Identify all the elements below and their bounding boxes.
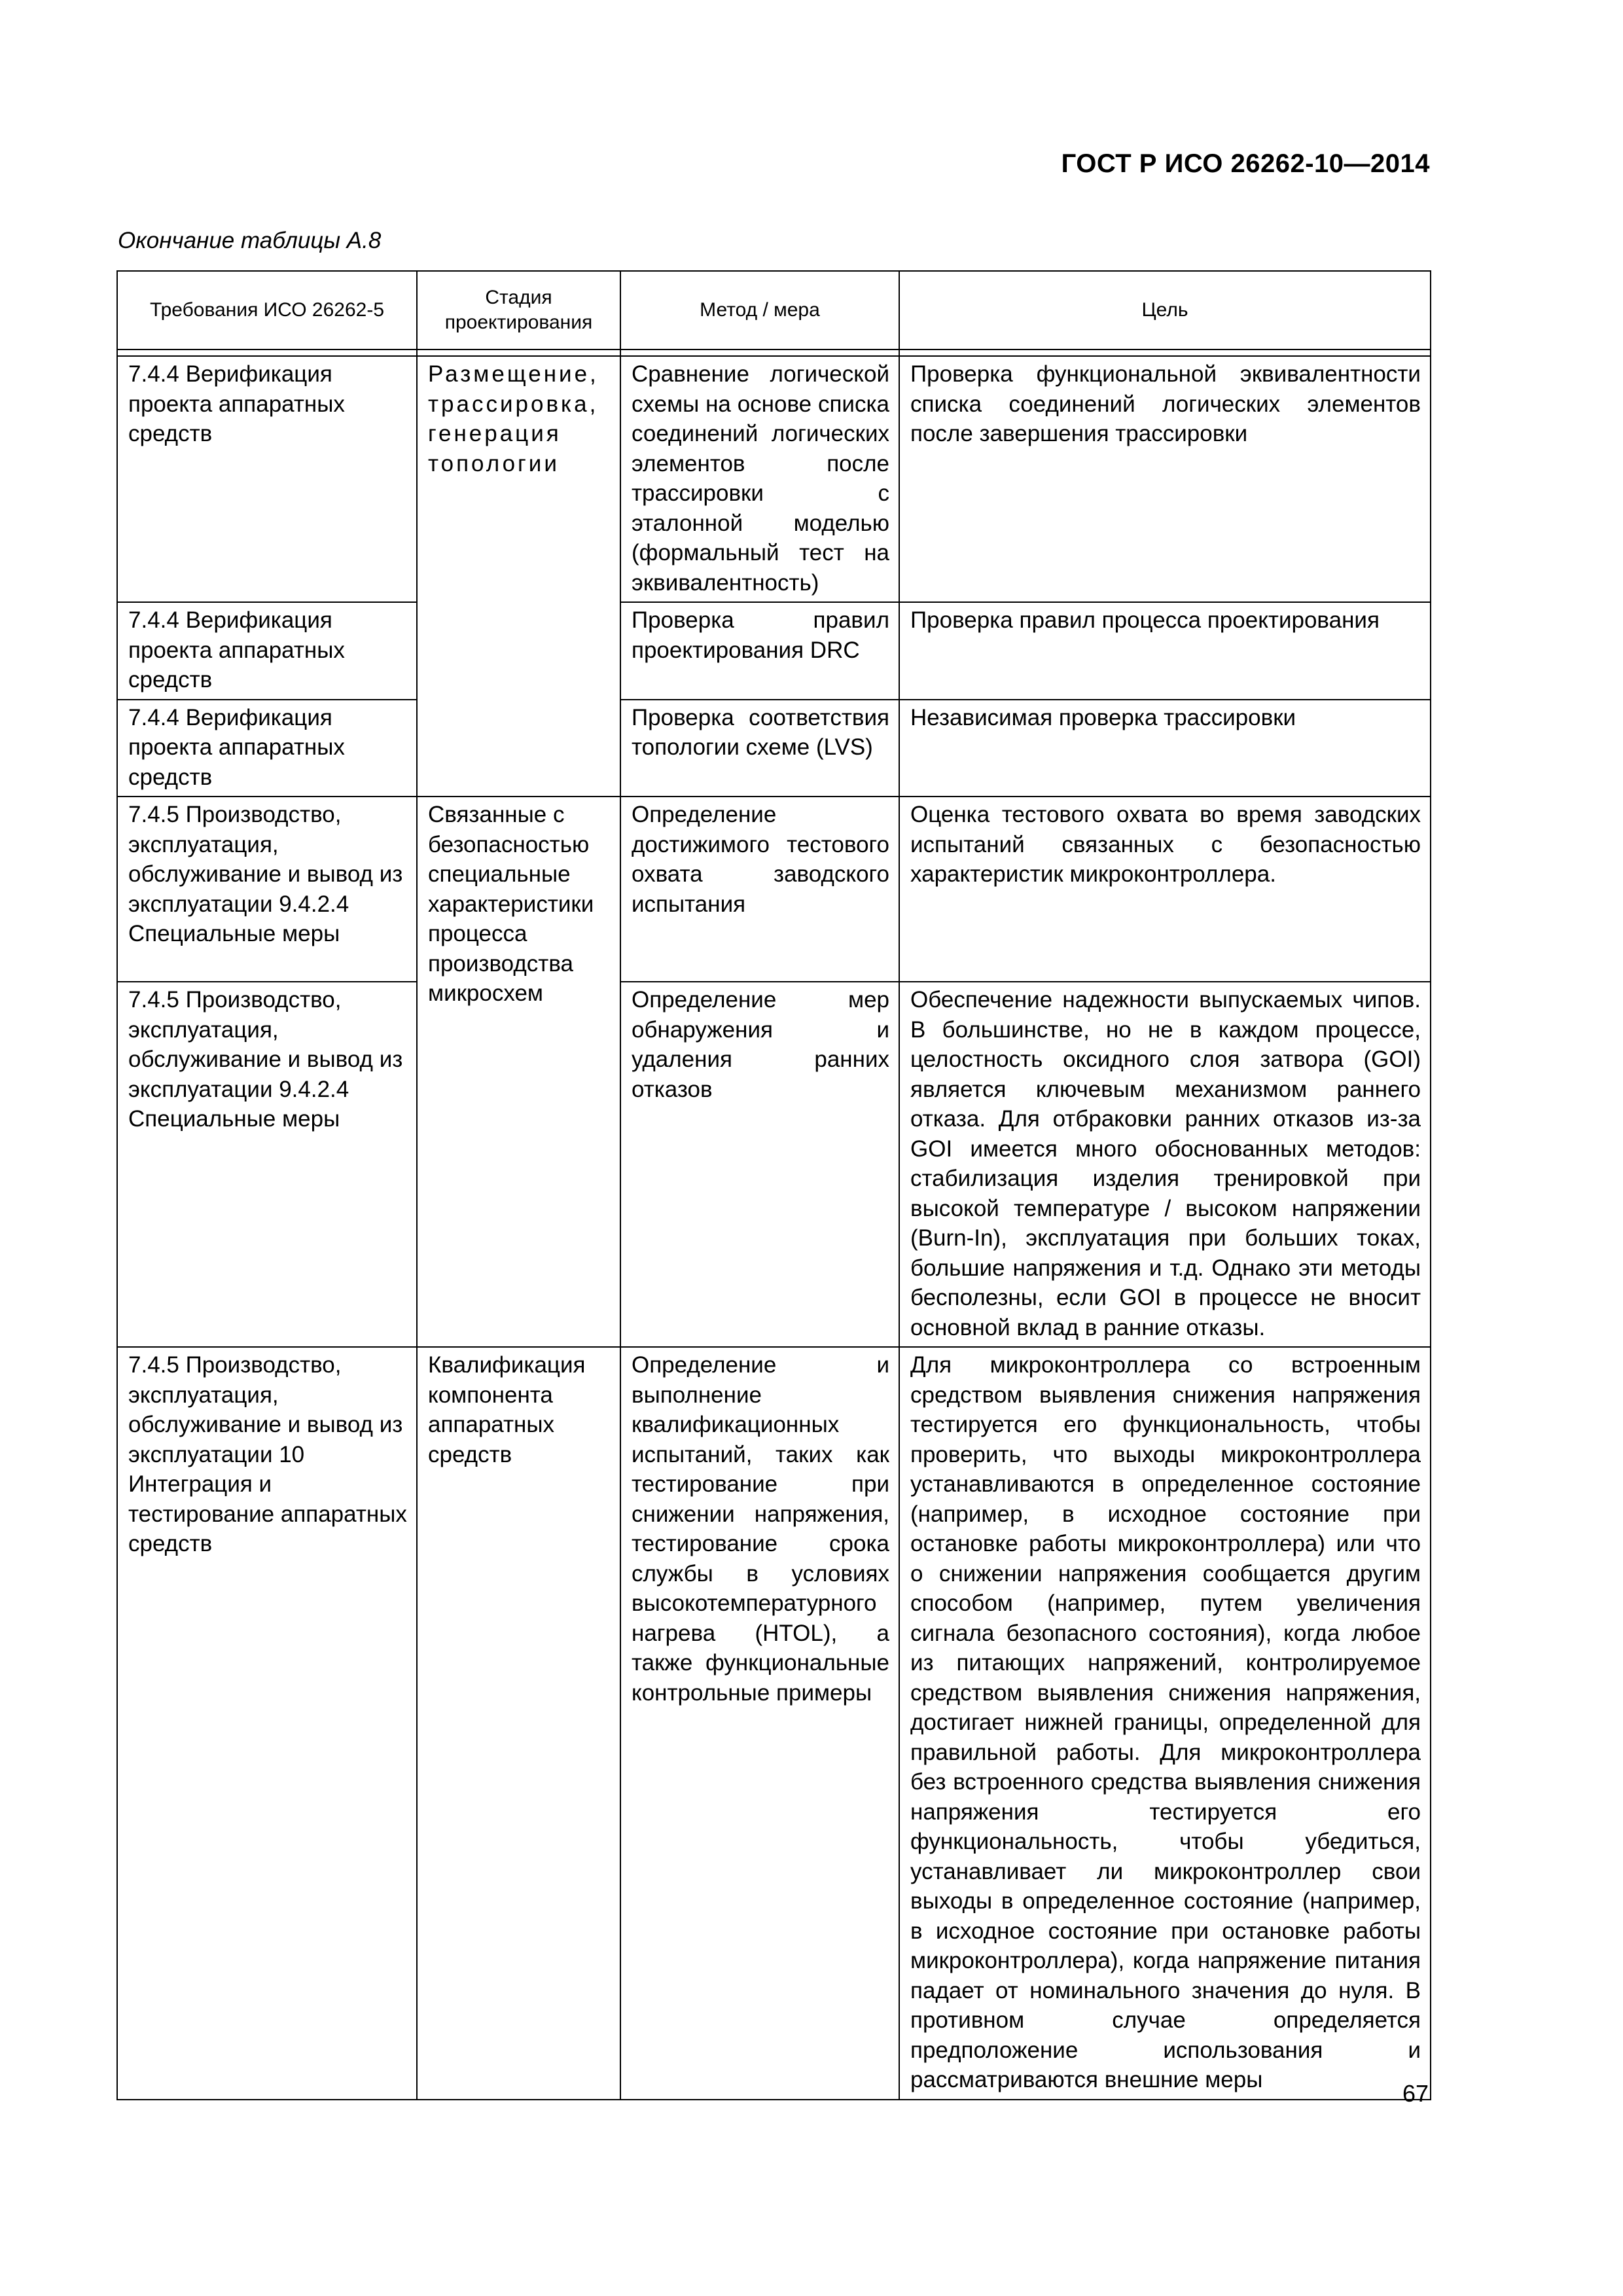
requirement-cell: 7.4.5 Производство, эксплуатация, обслуживание и вывод из эксплуатации 9.4.2.4 Специальные меры [117, 982, 417, 1347]
method-cell: Определение мер обнаружения и удаления ранних отказов [620, 982, 899, 1347]
method-cell: Определение достижимого тестового охвата заводского испытания [620, 797, 899, 982]
goal-cell: Оценка тестового охвата во время заводских испытаний связанных с безопасностью характеристик микроконтроллера. [899, 797, 1431, 982]
table-row [117, 700, 1431, 797]
requirement-cell: 7.4.4 Верификация проекта аппаратных средств [117, 602, 417, 700]
document-id: ГОСТ Р ИСО 26262-10—2014 [1061, 149, 1430, 178]
requirement-cell: 7.4.4 Верификация проекта аппаратных средств [117, 356, 417, 602]
table-row [117, 982, 1431, 1347]
goal-cell: Для микроконтроллера со встроенным средством выявления снижения напряжения тестируется его функциональность, чтобы проверить, что выходы микроконтроллера устанавливаются в определенное состояние (например, в исходное состояние при остановке работы микроконтроллера) или что о снижении напряжения сообщается другим способом (например, путем увеличения сигнала безопасного состояния), когда любое из питающих напряжений, контролируемое средством выявления снижения напряжения, достигает нижней границы, определенной для правильной работы. Для микроконтроллера без встроенного средства выявления снижения напряжения тестируется его функциональность, чтобы убедиться, устанавливает ли микроконтроллер свои выходы в определенное состояние (например, в исходное состояние при остановке работы микроконтроллера), когда напряжение питания падает от номинального значения до нуля. В противном случае определяется предположение использования и рассматриваются внешние меры [899, 1347, 1431, 2100]
page-number: 67 [1402, 2080, 1429, 2107]
goal-cell: Обеспечение надежности выпускаемых чипов. В большинстве, но не в каждом процессе, целостность оксидного слоя затвора (GOI) является ключевым механизмом раннего отказа. Для отбраковки ранних отказов из-за GOI имеется много обоснованных методов: стабилизация изделия тренировкой при высокой температуре / высоком напряжении (Burn-In), эксплуатация при больших токах, большие напряжения и т.д. Однако эти методы бесполезны, если GOI в процессе не вносит основной вклад в ранние отказы. [899, 982, 1431, 1347]
method-cell: Определение и выполнение квалификационных испытаний, таких как тестирование при снижении напряжения, тестирование срока службы в условиях высокотемпературного нагрева (HTOL), а также функциональные контрольные примеры [620, 1347, 899, 2100]
requirement-cell: 7.4.4 Верификация проекта аппаратных средств [117, 700, 417, 797]
column-header-goal: Цель [899, 271, 1431, 350]
requirement-cell: 7.4.5 Производство, эксплуатация, обслуживание и вывод из эксплуатации 9.4.2.4 Специальные меры [117, 797, 417, 982]
column-header-design-stage: Стадия проектирования [417, 271, 620, 350]
table-row [117, 797, 1431, 982]
table-row [117, 1347, 1431, 2100]
table-header-row [117, 271, 1431, 350]
table-row [117, 356, 1431, 602]
requirements-table [116, 270, 1431, 2100]
goal-cell: Проверка функциональной эквивалентности списка соединений логических элементов после завершения трассировки [899, 356, 1431, 602]
table-row [117, 602, 1431, 700]
design-stage-cell: Квалификация компонента аппаратных средств [417, 1347, 620, 2100]
method-cell: Сравнение логической схемы на основе списка соединений логических элементов после трассировки с эталонной моделью (формальный тест на эквивалентность) [620, 356, 899, 602]
design-stage-cell: Размещение, трассировка, генерация топологии [417, 356, 620, 797]
goal-cell: Независимая проверка трассировки [899, 700, 1431, 797]
header-separator [117, 350, 1431, 356]
method-cell: Проверка соответствия топологии схеме (LVS) [620, 700, 899, 797]
column-header-method: Метод / мера [620, 271, 899, 350]
table-caption: Окончание таблицы А.8 [118, 228, 382, 253]
goal-cell: Проверка правил процесса проектирования [899, 602, 1431, 700]
method-cell: Проверка правил проектирования DRC [620, 602, 899, 700]
requirement-cell: 7.4.5 Производство, эксплуатация, обслуживание и вывод из эксплуатации 10 Интеграция и тестирование аппаратных средств [117, 1347, 417, 2100]
column-header-requirements: Требования ИСО 26262-5 [117, 271, 417, 350]
design-stage-cell: Связанные с безопасностью специальные характеристики процесса производства микросхем [417, 797, 620, 1347]
